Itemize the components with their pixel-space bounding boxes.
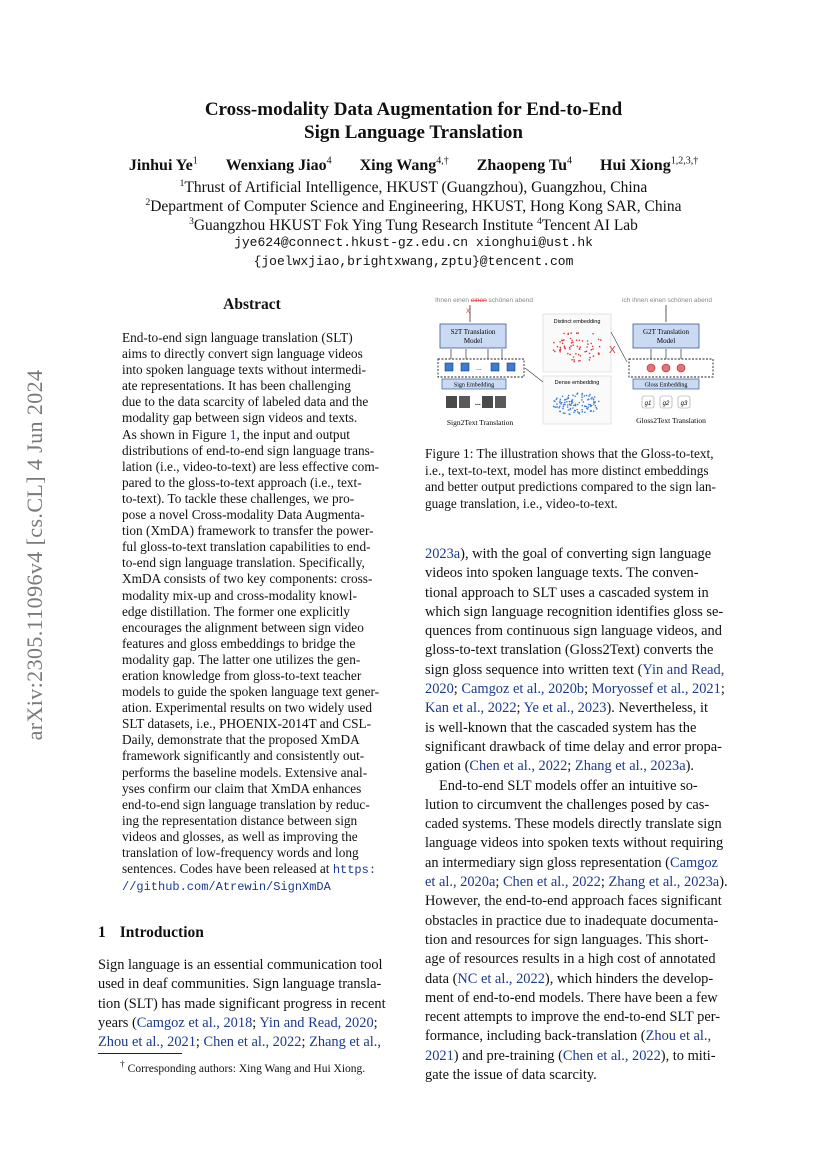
error-mark-icon: X <box>609 345 616 356</box>
scatter-point <box>579 412 581 414</box>
scatter-point <box>582 411 584 413</box>
scatter-point <box>591 349 593 351</box>
scatter-point <box>584 351 586 353</box>
scatter-point <box>576 339 578 341</box>
scatter-point <box>598 354 600 356</box>
abstract-line: ate representations. It has been challenging <box>122 378 351 394</box>
scatter-point <box>571 359 573 361</box>
scatter-point <box>573 412 575 414</box>
scatter-point <box>590 343 592 345</box>
author: Hui Xiong$^{1,2,3,\dagger}$ <box>600 156 699 175</box>
scatter-point <box>589 394 591 396</box>
ellipsis: ... <box>475 400 481 407</box>
affiliation: $^2$Department of Computer Science and Engineering, HKUST, Hong Kong SAR, China <box>145 198 682 216</box>
scatter-point <box>564 402 566 404</box>
citation-link[interactable]: Zhou et al., 2021 <box>98 1034 196 1051</box>
abstract-line: ful gloss-to-text translation capabilities to end- <box>122 539 371 555</box>
gloss-g3: g3 <box>680 401 688 407</box>
sign-embedding-label: Sign Embedding <box>453 382 495 389</box>
scatter-point <box>567 404 569 406</box>
scatter-point <box>580 346 582 348</box>
dense-embedding-label: Dense embedding <box>554 380 600 386</box>
gloss-token <box>677 364 685 372</box>
connector-line <box>525 368 543 382</box>
citation-link[interactable]: Moryossef et al., 2021 <box>591 681 721 698</box>
footnote-rule <box>98 1053 182 1054</box>
scatter-point <box>572 401 574 403</box>
scatter-point <box>588 407 590 409</box>
scatter-point <box>593 355 595 357</box>
scatter-point <box>592 346 594 348</box>
s2t-model-label: S2T Translation <box>450 328 496 336</box>
abstract-line: ation. Experimental results on two widely used <box>122 700 373 716</box>
sign-token <box>491 363 499 371</box>
citation-link[interactable]: Camgoz <box>669 854 718 871</box>
arrow-icons <box>451 349 502 359</box>
scatter-point <box>587 340 589 342</box>
scatter-point <box>556 399 558 401</box>
scatter-point <box>593 401 595 403</box>
abstract-line: eration knowledge from gloss-to-text teacher <box>122 667 362 683</box>
ellipsis: ... <box>476 365 482 372</box>
scatter-point <box>589 357 591 359</box>
video-frame <box>495 396 506 408</box>
gloss-embedding-label: Gloss Embedding <box>644 382 688 389</box>
paper-title: Cross-modality Data Augmentation for End-to-End Sign Language Translation <box>204 99 623 143</box>
abstract-line: videos and glosses, as well as improving the <box>122 828 358 844</box>
scatter-point <box>569 403 571 405</box>
scatter-point <box>559 406 561 408</box>
scatter-point <box>570 338 572 340</box>
scatter-point <box>572 394 574 396</box>
abstract-line <box>122 878 380 895</box>
abstract-line: performs the baseline models. Extensive anal- <box>122 764 368 780</box>
abstract-line: into spoken language texts without intermedi- <box>122 362 367 378</box>
scatter-point <box>586 395 588 397</box>
abstract-line: due to the data scarcity of labeled data and the <box>122 394 369 410</box>
scatter-point <box>568 398 570 400</box>
gloss-g1: g1 <box>644 401 652 407</box>
scatter-point <box>579 360 581 362</box>
author-emails: {joelwxjiao,brightxwang,zptu}@tencent.com <box>253 254 574 269</box>
scatter-point <box>563 406 565 408</box>
scatter-point <box>560 411 562 413</box>
abstract-line: lation (i.e., video-to-text) are less effective com- <box>122 458 380 474</box>
code-url-link[interactable]: //github.com/Atrewin/SignXmDA <box>122 880 331 895</box>
citation-link[interactable]: 2021 <box>425 1047 454 1064</box>
scatter-point <box>563 404 565 406</box>
citation-link[interactable]: Zhang et al., 2023a <box>608 874 720 891</box>
distinct-embedding-label: Distinct embedding <box>553 319 601 325</box>
citation-link[interactable]: NC et al., 2022 <box>457 970 545 987</box>
author-list <box>0 152 827 176</box>
citation-link[interactable]: Chen et al., 2022 <box>469 758 568 775</box>
author: Wenxiang Jiao$^4$ <box>225 156 332 175</box>
gloss-token <box>662 364 670 372</box>
affiliation: $^1$Thrust of Artificial Intelligence, HKUST (Guangzhou), Guangzhou, China <box>179 179 648 197</box>
scatter-point <box>564 412 566 414</box>
scatter-point <box>589 359 591 361</box>
scatter-point <box>582 340 584 342</box>
abstract-line: modality gap. The latter one utilizes the gen- <box>122 651 361 667</box>
citation-link[interactable]: Camgoz et al., 2020b <box>461 681 585 698</box>
scatter-point <box>577 392 579 394</box>
scatter-point <box>557 406 559 408</box>
citation-link[interactable]: Zhang et al., <box>309 1034 381 1051</box>
scatter-point <box>572 407 574 409</box>
intro-paragraph: Sign language is an essential communication tool used in deaf communities. Sign language transla- tion (SLT) has made significant progress in recent years (Camgoz et al., 2018; Yin and Read, 2020; Zhou et al., 2021; Chen et al., 2022; Zhang et al., <box>98 957 386 1051</box>
scatter-point <box>559 400 561 402</box>
scatter-point <box>581 409 583 411</box>
affiliation: $^3$Guangzhou HKUST Fok Ying Tung Research Institute $^4$Tencent AI Lab <box>189 217 638 235</box>
scatter-point <box>567 353 569 355</box>
scatter-point <box>576 409 578 411</box>
scatter-point <box>560 347 562 349</box>
g2t-model-label: Model <box>656 337 676 345</box>
citation-link[interactable]: Kan et al., 2022 <box>425 700 517 717</box>
abstract-line: SLT datasets, i.e., PHOENIX-2014T and CSL- <box>122 716 372 732</box>
scatter-point <box>589 353 591 355</box>
scatter-point <box>586 350 588 352</box>
scatter-point <box>593 399 595 401</box>
s2t-model-label: Model <box>463 337 483 345</box>
gloss-token-box <box>629 359 713 377</box>
citation-link[interactable]: Zhou et al., <box>645 1028 712 1045</box>
scatter-point <box>594 401 596 403</box>
scatter-point <box>554 351 556 353</box>
scatter-point <box>588 395 590 397</box>
scatter-point <box>560 399 562 401</box>
scatter-point <box>593 403 595 405</box>
scatter-point <box>557 346 559 348</box>
abstract-line: pared to the gloss-to-text approach (i.e., text- <box>122 474 362 490</box>
figure-caption: Figure 1: The illustration shows that the Gloss-to-text, i.e., text-to-text, model has more distinct embeddings and better output predictions compared to the sign lan- guage translation, i.e., video-to-text. <box>425 446 716 511</box>
right-column-text: 2023a), with the goal of converting sign language videos into spoken language texts. The conven- tional approach to SLT uses a cascaded system in which sign language recognition identifies gloss se- quences from continuous sign language videos, and gloss-to-text translation (Gloss2Text) converts the sign gloss sequence into written text (Yin and Read, 2020; Camgoz et al., 2020b; Moryossef et al., 2021; Kan et al., 2022; Ye et al., 2023). Nevertheless, it is well-known that the cascaded system has the significant drawback of time delay and error propa- gation (Chen et al., 2022; Zhang et al., 2023a). End-to-end SLT models offer an intuitive so- lution to circumvent the challenges posed by cas- caded systems. These models directly translate sign language videos into spoken texts without requiring an intermediary sign gloss representation (Camgoz et al., 2020a; Chen et al., 2022; Zhang et al., 2023a). However, the end-to-end approach faces significant obstacles in practice due to inadequate documenta- tion and resources for sign languages. This short- age of resources results in a high cost of annotated data (NC et al., 2022), which hinders the develop- ment of end-to-end models. There have been a few recent attempts to improve the end-to-end SLT per- formance, including back-translation (Zhou et al., 2021) and pre-training (Chen et al., 2022), to miti- gate the issue of data scarcity. <box>425 546 728 1084</box>
abstract-line: aims to directly convert sign language videos <box>122 346 363 362</box>
scatter-point <box>587 343 589 345</box>
abstract-line: edge distillation. The former one explicitly <box>122 603 350 619</box>
scatter-point <box>560 403 562 405</box>
abstract-line: modality gap between sign videos and texts. <box>122 410 358 426</box>
scatter-point <box>565 399 567 401</box>
gloss-token <box>647 364 655 372</box>
author-emails: jye624@connect.hkust-gz.edu.cn xionghui@ust.hk <box>234 235 593 250</box>
scatter-point <box>567 406 569 408</box>
abstract-line: ing the representation distance between sign <box>122 812 358 828</box>
scatter-point <box>569 347 571 349</box>
arrow-icons <box>651 349 681 359</box>
citation-link[interactable]: Chen et al., 2022 <box>502 874 601 891</box>
scatter-point <box>561 340 563 342</box>
g2t-model-label: G2T Translation <box>643 328 689 336</box>
scatter-point <box>577 404 579 406</box>
gloss2text-label: Gloss2Text Translation <box>636 416 706 425</box>
scatter-point <box>584 405 586 407</box>
scatter-point <box>590 398 592 400</box>
scatter-point <box>564 347 566 349</box>
sign-token <box>507 363 515 371</box>
scatter-point <box>562 343 564 345</box>
scatter-point <box>584 412 586 414</box>
citation-link[interactable]: Chen et al., 2022 <box>203 1034 302 1051</box>
abstract-line: modality mix-up and cross-modality knowl- <box>122 587 357 603</box>
abstract-line: translation of low-frequency words and long <box>122 845 359 860</box>
abstract-line: features and gloss embeddings to bridge the <box>122 635 356 651</box>
author: Zhaopeng Tu$^4$ <box>476 156 572 175</box>
scatter-point <box>569 409 571 411</box>
scatter-point <box>572 399 574 401</box>
author: Jinhui Ye$^1$ <box>128 156 198 175</box>
scatter-point <box>593 411 595 413</box>
scatter-point <box>587 399 589 401</box>
scatter-point <box>553 349 555 351</box>
scatter-point <box>566 398 568 400</box>
s2t-output-text: Ihnen einen einen schönen abend <box>435 297 533 304</box>
scatter-point <box>571 342 573 344</box>
scatter-point <box>553 342 555 344</box>
abstract-line: encourages the alignment between sign video <box>122 619 364 635</box>
abstract-body <box>122 330 380 895</box>
scatter-point <box>570 345 572 347</box>
sign-token <box>461 363 469 371</box>
citation-link[interactable]: Camgoz et al., 2018 <box>136 1014 253 1031</box>
scatter-point <box>586 408 588 410</box>
scatter-point <box>579 340 581 342</box>
section-heading: 1 Introduction <box>98 924 204 941</box>
scatter-point <box>575 403 577 405</box>
scatter-point <box>581 394 583 396</box>
citation-link[interactable]: 2023a <box>425 546 461 562</box>
scatter-point <box>569 354 571 356</box>
citation-link[interactable]: Chen et al., 2022 <box>562 1047 661 1064</box>
scatter-point <box>567 333 569 335</box>
scatter-point <box>573 356 575 358</box>
scatter-point <box>574 395 576 397</box>
scatter-point <box>570 332 572 334</box>
scatter-point <box>563 412 565 414</box>
scatter-point <box>592 348 594 350</box>
scatter-point <box>586 406 588 408</box>
citation-link[interactable]: et al., 2020a <box>425 874 496 891</box>
abstract-line: XmDA consists of two key components: cross- <box>122 571 373 587</box>
scatter-point <box>586 346 588 348</box>
scatter-point <box>558 407 560 409</box>
scatter-point <box>573 359 575 361</box>
scatter-point <box>577 411 579 413</box>
scatter-point <box>555 406 557 408</box>
sign2text-label: Sign2Text Translation <box>446 418 514 427</box>
scatter-point <box>600 339 602 341</box>
error-mark-icon: X <box>466 309 471 315</box>
scatter-point <box>590 410 592 412</box>
scatter-point <box>562 396 564 398</box>
scatter-point <box>595 407 597 409</box>
g2t-output-text: ich ihnen einen schönen abend <box>622 297 712 304</box>
abstract-line: sentences. Codes have been released at https: <box>122 861 377 878</box>
citation-link[interactable]: Zhang et al., 2023a <box>574 758 686 775</box>
scatter-point <box>559 351 561 353</box>
abstract-line: Daily, demonstrate that the proposed XmDA <box>122 732 360 748</box>
arxiv-id: arXiv:2305.11096v4 [cs.CL] 4 Jun 2024 <box>22 369 47 741</box>
video-frame <box>482 396 493 408</box>
scatter-point <box>574 361 576 363</box>
code-url-link[interactable]: https: <box>332 863 377 878</box>
scatter-point <box>559 341 561 343</box>
scatter-point <box>575 353 577 355</box>
figure-1-diagram <box>425 292 732 432</box>
scatter-point <box>598 401 600 403</box>
scatter-point <box>583 401 585 403</box>
scatter-point <box>559 402 561 404</box>
scatter-point <box>568 409 570 411</box>
scatter-point <box>569 414 571 416</box>
scatter-point <box>571 340 573 342</box>
scatter-point <box>578 354 580 356</box>
scatter-point <box>553 400 555 402</box>
abstract-line: to-text). To tackle these challenges, we pro- <box>122 490 355 506</box>
scatter-point <box>584 395 586 397</box>
scatter-point <box>580 355 582 357</box>
scatter-point <box>576 332 578 334</box>
citation-link[interactable]: Yin and Read, <box>642 661 725 678</box>
citation-link[interactable]: Yin and Read, 2020 <box>259 1014 374 1031</box>
scatter-point <box>569 401 571 403</box>
scatter-point <box>577 332 579 334</box>
abstract-line: As shown in Figure 1, the input and output <box>122 426 350 442</box>
scatter-point <box>572 342 574 344</box>
scatter-point <box>556 403 558 405</box>
gloss-g2: g2 <box>662 401 670 407</box>
abstract-line: tion (XmDA) framework to transfer the power- <box>122 523 374 539</box>
scatter-point <box>563 339 565 341</box>
scatter-point <box>588 404 590 406</box>
abstract-line: to-end sign language translation. Specifically, <box>122 555 365 571</box>
citation-link[interactable]: Ye et al., 2023 <box>523 700 607 717</box>
footnote: † Corresponding authors: Xing Wang and Hui Xiong. <box>120 1059 366 1075</box>
figure-ref-link[interactable]: 1 <box>229 426 237 442</box>
scatter-point <box>574 410 576 412</box>
scatter-point <box>577 346 579 348</box>
scatter-point <box>579 348 581 350</box>
scatter-point <box>581 399 583 401</box>
scatter-point <box>592 333 594 335</box>
scatter-point <box>582 405 584 407</box>
scatter-point <box>572 344 574 346</box>
sign-token <box>445 363 453 371</box>
scatter-point <box>560 348 562 350</box>
scatter-point <box>595 405 597 407</box>
video-frame <box>446 396 457 408</box>
abstract-line: framework significantly and consistently out- <box>122 748 365 764</box>
scatter-point <box>581 396 583 398</box>
abstract-line: End-to-end sign language translation (SLT) <box>122 330 353 345</box>
scatter-point <box>563 333 565 335</box>
scatter-point <box>553 406 555 408</box>
scatter-point <box>574 405 576 407</box>
citation-link[interactable]: 2020 <box>425 681 454 698</box>
abstract-line: end-to-end sign language translation by reduc- <box>122 796 370 812</box>
abstract-line: models to guide the spoken language text gener- <box>122 684 380 700</box>
scatter-point <box>569 348 571 350</box>
scatter-point <box>598 339 600 341</box>
scatter-point <box>590 404 592 406</box>
scatter-point <box>568 395 570 397</box>
scatter-point <box>566 401 568 403</box>
abstract-line: pose a novel Cross-modality Data Augmenta- <box>122 507 365 523</box>
scatter-point <box>579 402 581 404</box>
abstract-line: distributions of end-to-end sign language trans- <box>122 442 375 458</box>
scatter-point <box>562 408 564 410</box>
figure-1 <box>425 292 732 432</box>
video-frame <box>459 396 470 408</box>
abstract-heading: Abstract <box>223 296 281 313</box>
scatter-point <box>573 405 575 407</box>
scatter-point <box>594 396 596 398</box>
author: Xing Wang$^{4,\dagger}$ <box>359 156 449 175</box>
abstract-line: yses confirm our claim that XmDA enhances <box>122 780 362 796</box>
scatter-point <box>599 346 601 348</box>
